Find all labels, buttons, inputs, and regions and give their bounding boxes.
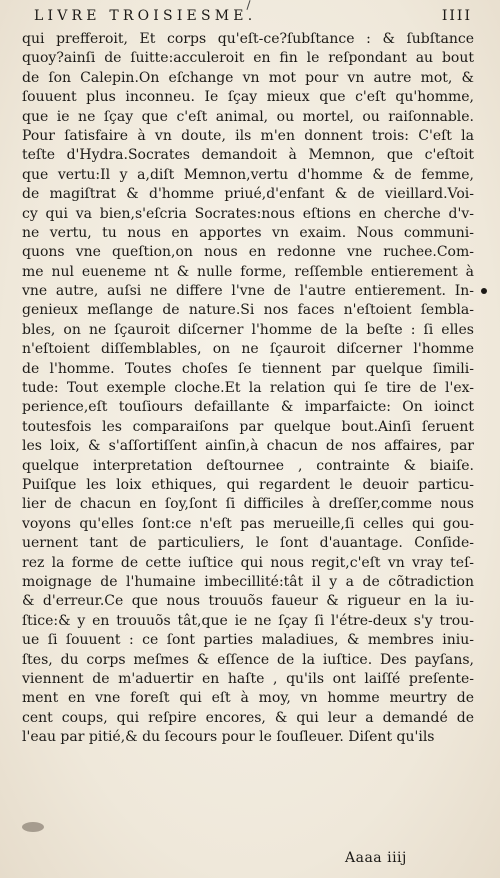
- signature-mark: Aaaa iiij: [345, 850, 407, 866]
- text-line: viennent de m'aduertir en haſte , qu'ils ont laiſſé preſente-: [22, 670, 474, 687]
- text-line: bles, on ne ſçauroit diſcerner l'homme de la beſte : ſi elles: [22, 321, 474, 338]
- text-line: quons vne queſtion,on nous en redonne vne ruchee.Com-: [22, 244, 474, 261]
- text-line: ue ſi ſouuent : ce ſont parties maladiues, & membres iniu-: [22, 632, 474, 649]
- text-line: genieux meſlange de nature.Si nos faces n'eſtoient ſembla-: [22, 302, 474, 319]
- text-line: moignage de l'humaine imbecillité:tât il y a de cõtradiction: [22, 573, 474, 590]
- ink-blot: [22, 822, 44, 832]
- text-line: n'eſtoient diſſemblables, on ne ſçauroit diſcerner l'homme: [22, 341, 474, 358]
- body-text: [22, 30, 474, 747]
- text-line: cy qui va bien,s'eſcria Socrates:nous eſtions en cherche d'v-: [22, 205, 474, 222]
- folio-number: IIII: [441, 8, 472, 24]
- text-line: teſte d'Hydra.Socrates demandoit à Memnon, que c'eſtoit: [22, 147, 474, 164]
- margin-dot: [481, 288, 487, 294]
- text-line: voyons qu'elles ſont:ce n'eſt pas merueille,ſi celles qui gou-: [22, 515, 474, 532]
- text-line: tude: Tout exemple cloche.Et la relation qui ſe tire de l'ex-: [22, 380, 474, 397]
- page-header: [20, 4, 472, 30]
- text-line: de ſon Calepin.On eſchange vn mot pour vn autre mot, &: [22, 69, 474, 86]
- text-line: les loix, & s'aſſortiſſent ainſin,à chacun de nos affaires, par: [22, 438, 474, 455]
- text-line: perience,eſt touſiours defaillante & imparfaicte: On ioinct: [22, 399, 474, 416]
- text-line: que vertu:Il y a,diſt Memnon,vertu d'homme & de femme,: [22, 166, 474, 183]
- text-line: qui prefferoit, Et corps qu'eſt-ce?ſubſtance : & ſubſtance: [22, 31, 474, 47]
- text-line: & d'erreur.Ce que nous trouuõs faueur & rigueur en la iu-: [22, 593, 474, 610]
- text-line: lier de chacun en ſoy,ſont ſi difficiles à dreſſer,comme nous: [22, 496, 474, 513]
- text-line: quoy?ainſi de ſuitte:acculeroit en fin le reſpondant au bout: [22, 50, 474, 67]
- text-line: me nul eueneme nt & nulle forme, reſſemble entierement à: [22, 263, 474, 280]
- text-line: ſtes, du corps meſmes & eſſence de la iuſtice. Des payſans,: [22, 651, 474, 668]
- text-line: ment en vne foreſt qui eſt à moy, vn homme meurtry de: [22, 690, 474, 707]
- text-line: toutesfois les comparaiſons par quelque bout.Ainſi ſeruent: [22, 418, 474, 435]
- text-line: ne vertu, tu nous en apportes vn exaim. Nous communi-: [22, 224, 474, 241]
- text-line: de l'homme. Toutes choſes ſe tiennent par quelque ſimili-: [22, 360, 474, 377]
- text-line: cent coups, qui reſpire encores, & qui leur a demandé de: [22, 709, 474, 726]
- text-line: que ie ne ſçay que c'eſt animal, ou mortel, ou raiſonnable.: [22, 108, 474, 125]
- text-line: quelque interpretation deſtournee , contrainte & biaiſe.: [22, 457, 474, 474]
- text-line: vne autre, auſsi ne differe l'vne de l'autre entierement. In-: [22, 283, 474, 300]
- text-line: Pour ſatisfaire à vn doute, ils m'en donnent trois: C'eſt la: [22, 127, 474, 144]
- running-head: LIVRE TROISIESME.: [34, 8, 257, 24]
- text-line: de magiſtrat & d'homme priué,d'enfant & de vieillard.Voi-: [22, 186, 474, 203]
- text-line: rez la forme de cette iuſtice qui nous regit,c'eſt vn vray teſ-: [22, 554, 474, 571]
- text-line: l'eau par pitié,& du ſecours pour le ſouſleuer. Diſent qu'ils: [22, 729, 435, 746]
- text-line: ſtice:& y en trouuõs tât,que ie ne ſçay ſi l'étre-deux s'y trou-: [22, 612, 474, 629]
- text-line: uernent tant de particuliers, le ſont d'auantage. Conſide-: [22, 535, 474, 552]
- text-line: Puiſque les loix ethiques, qui regardent le deuoir particu-: [22, 476, 474, 493]
- text-line: ſouuent plus inconneu. Ie ſçay mieux que c'eſt qu'homme,: [22, 89, 474, 106]
